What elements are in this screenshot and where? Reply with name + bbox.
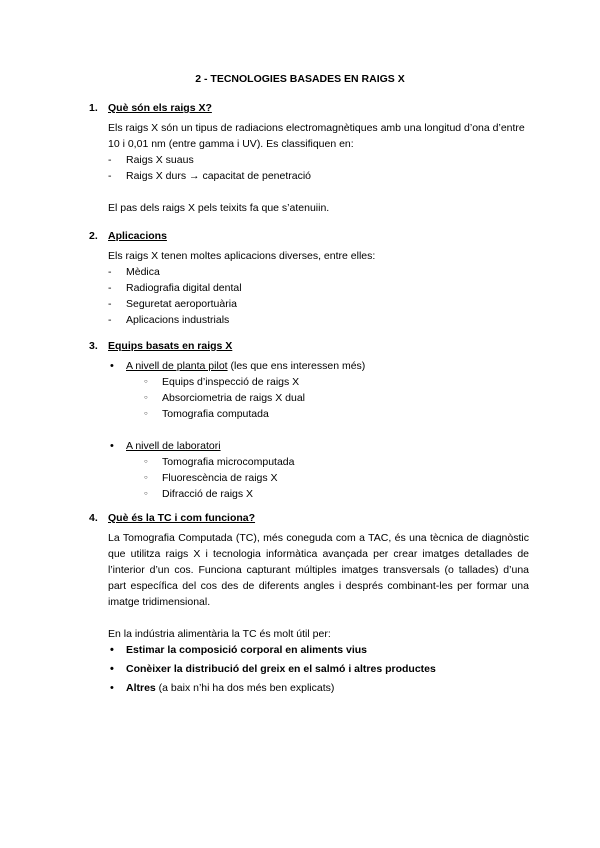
group-1-label: A nivell de planta pilot: [126, 360, 228, 372]
section-2-heading: [89, 228, 529, 244]
section-3-groups: [108, 358, 529, 502]
group-2-list: [144, 454, 529, 502]
list-item: ○ Absorciometria de raigs X dual: [144, 390, 529, 406]
section-4-uses: [108, 642, 529, 696]
page-title: 2 - TECNOLOGIES BASADES EN RAIGS X: [195, 73, 405, 85]
section-1-intro: Els raigs X són un tipus de radiacions electromagnètiques amb una longitud d’ona d’entre 10 i 0,01 nm (entre gamma i UV). Es classifiquen en:: [108, 122, 525, 150]
list-item: ○ Fluorescència de raigs X: [144, 470, 529, 486]
list-item: [108, 680, 529, 696]
section-1-outro: El pas dels raigs X pels teixits fa que s’atenuiin.: [108, 202, 330, 214]
list-item: - Raigs X durs → capacitat de penetració: [108, 168, 529, 184]
section-1: [89, 100, 529, 216]
list-item: ○ Equips d’inspecció de raigs X: [144, 374, 529, 390]
list-item: - Seguretat aeroportuària: [108, 296, 529, 312]
section-4-title: Què és la TC i com funciona?: [108, 512, 256, 524]
others-label: Altres: [126, 682, 156, 694]
group-laboratory: [108, 438, 529, 502]
section-3-heading: [89, 338, 529, 354]
section-1-title: Què són els raigs X?: [108, 102, 212, 114]
others-note: (a baix n’hi ha dos més ben explicats): [155, 682, 335, 694]
section-2-intro: Els raigs X tenen moltes aplicacions diverses, entre elles:: [108, 250, 376, 262]
section-4-intro: En la indústria alimentària la TC és molt útil per:: [108, 628, 331, 640]
section-4-heading: [89, 510, 529, 526]
list-item: ○ Difracció de raigs X: [144, 486, 529, 502]
section-4-number: 4.: [89, 512, 98, 524]
section-2: [89, 228, 529, 328]
section-2-list: [108, 264, 529, 328]
group-pilot-plant: [108, 358, 529, 438]
list-item: - Radiografia digital dental: [108, 280, 529, 296]
section-3-number: 3.: [89, 340, 98, 352]
list-item: ○ Tomografia microcomputada: [144, 454, 529, 470]
list-item: - Raigs X suaus: [108, 152, 529, 168]
section-2-title: Aplicacions: [108, 230, 167, 242]
list-item: - Mèdica: [108, 264, 529, 280]
group-2-label: A nivell de laboratori: [126, 440, 221, 452]
list-item: • Estimar la composició corporal en aliments vius: [108, 642, 529, 658]
list-item: - Aplicacions industrials: [108, 312, 529, 328]
section-3: [89, 338, 529, 502]
list-item: ○ Tomografia computada: [144, 406, 529, 422]
section-2-number: 2.: [89, 230, 98, 242]
section-4-paragraph: La Tomografia Computada (TC), més coneguda com a TAC, és una tècnica de diagnòstic que utilitza raigs X i tecnologia informàtica avançada per crear imatges detallades de l’interior d’un cos. Funciona capturant múltiples imatges transversals (o tallades) d’una part específica del cos des de diferents angles i després combinant-les per formar una imatge tridimensional.: [108, 532, 529, 608]
section-1-number: 1.: [89, 102, 98, 114]
section-1-list: [108, 152, 529, 184]
section-3-title: Equips basats en raigs X: [108, 340, 233, 352]
section-1-heading: [89, 100, 529, 116]
group-1-list: [144, 374, 529, 422]
group-1-note: (les que ens interessen més): [227, 360, 366, 372]
section-4: [89, 510, 529, 696]
list-item: • Conèixer la distribució del greix en el salmó i altres productes: [108, 661, 529, 677]
